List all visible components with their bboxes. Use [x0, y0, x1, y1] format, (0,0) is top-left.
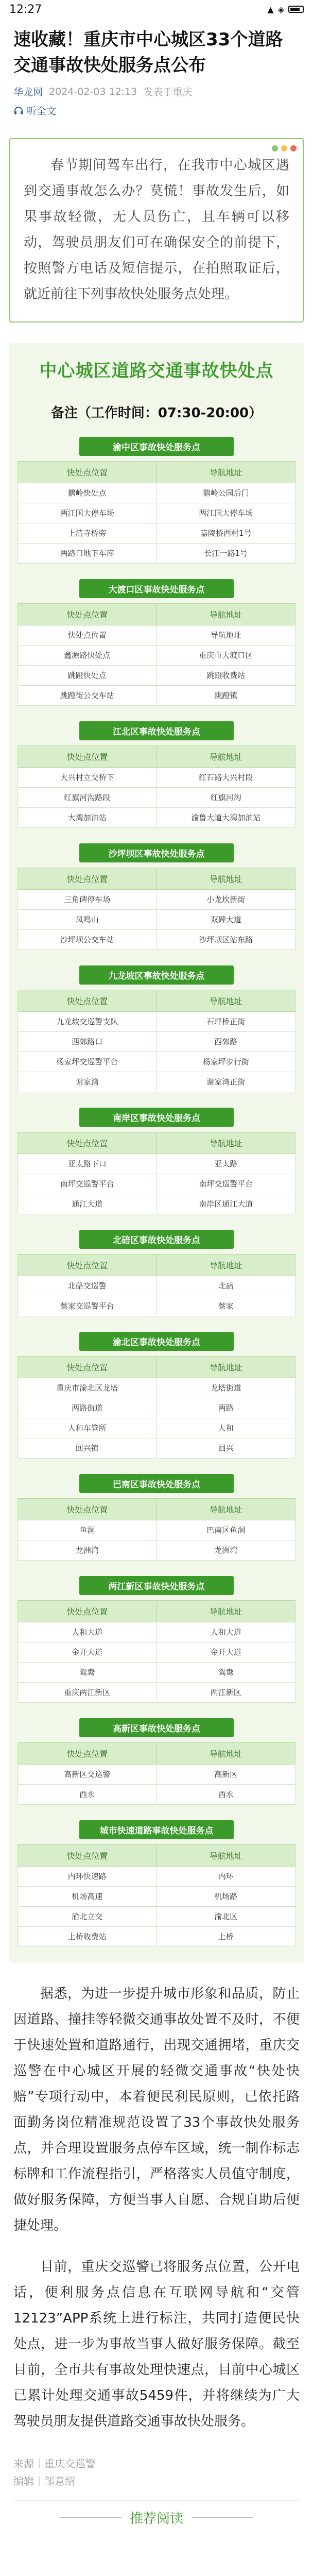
table-row — [18, 910, 295, 930]
listen-button[interactable] — [13, 104, 300, 117]
column-header: 导航地址 — [156, 868, 295, 890]
location-cell: 渝北立交 — [18, 1907, 157, 1927]
status-icons — [267, 5, 304, 14]
article-footer — [0, 2455, 313, 2490]
body-paragraph-1: 据悉，为进一步提升城市形象和品质，防止因道路、撞挂等轻微交通事故处置不及时，不便于快速处置和道路通行，出现交通拥堵，重庆交巡警在中心城区开展的轻微交通事故“快处快赔”专项行动中，本着便民利民原则，已依托路面勤务岗位精准规范设置了33个事故快处服务点，并合理设置服务点停车区域，统一制作标志标牌和工作流程指引，严格落实人员值守制度，做好服务保障，方便当事人自愿、合规自助后便捷处理。 — [13, 1986, 300, 2233]
location-cell: 大湾加油站 — [18, 808, 157, 828]
decoration-dot — [281, 145, 287, 151]
nav-address-cell: 上桥 — [156, 1927, 295, 1947]
nav-address-cell: 人和大道 — [156, 1622, 295, 1642]
table-row — [18, 646, 295, 666]
column-header: 快处点位置 — [18, 1255, 157, 1276]
district-section — [18, 721, 295, 828]
location-cell: 龙洲湾 — [18, 1540, 157, 1561]
location-cell: 跳蹬街公交车站 — [18, 686, 157, 706]
table-row — [18, 1378, 295, 1398]
footer-source: 来源｜重庆交巡警 — [13, 2458, 96, 2470]
nav-address-cell: 西永 — [156, 1785, 295, 1805]
location-cell: 跳蹬快处点 — [18, 666, 157, 686]
location-cell: 凤鸣山 — [18, 910, 157, 930]
district-table — [18, 1600, 295, 1703]
district-section — [18, 843, 295, 950]
column-header: 导航地址 — [156, 1132, 295, 1154]
article-location: 发表于重庆 — [143, 87, 193, 98]
location-cell: 红旗河沟路段 — [18, 788, 157, 808]
district-table — [18, 461, 295, 564]
location-cell: 沙坪坝公交车站 — [18, 930, 157, 950]
location-cell: 鸳鸯 — [18, 1663, 157, 1683]
location-cell: 回兴镇 — [18, 1438, 157, 1459]
table-row — [18, 483, 295, 503]
table-row — [18, 625, 295, 646]
table-row — [18, 1012, 295, 1032]
column-header: 快处点位置 — [18, 1845, 157, 1867]
column-header: 导航地址 — [156, 462, 295, 483]
district-title: 两江新区事故快处服务点 — [79, 1576, 234, 1595]
table-row — [18, 686, 295, 706]
column-header: 快处点位置 — [18, 868, 157, 890]
table-row — [18, 1887, 295, 1907]
wifi-icon: ◈ — [277, 4, 284, 14]
nav-address-cell: 机场路 — [156, 1887, 295, 1907]
location-cell: 九龙坡交巡警支队 — [18, 1012, 157, 1032]
nav-address-cell: 渝北区 — [156, 1907, 295, 1927]
table-row — [18, 930, 295, 950]
location-cell: 人和车管所 — [18, 1418, 157, 1438]
district-section — [18, 1718, 295, 1805]
intro-text: 春节期间驾车出行，在我市中心城区遇到交通事故怎么办？莫慌！事故发生后，如果事故轻微，无人员伤亡，且车辆可以移动，驾驶员朋友们可在确保安全的前提下，按照警方电话及短信提示，在拍照取证后，就近前往下列事故快处服务点处理。 — [24, 158, 289, 302]
table-row — [18, 523, 295, 544]
district-title: 大渡口区事故快处服务点 — [79, 579, 234, 598]
table-row — [18, 1622, 295, 1642]
headphones-icon — [13, 106, 24, 116]
decoration-dot — [272, 145, 278, 151]
column-header: 导航地址 — [156, 604, 295, 625]
nav-address-cell: 内环 — [156, 1867, 295, 1887]
nav-address-cell: 渝鲁大道大湾加油站 — [156, 808, 295, 828]
recommend-section[interactable] — [0, 2508, 313, 2527]
location-cell: 内环快速路 — [18, 1867, 157, 1887]
column-header: 导航地址 — [156, 1601, 295, 1622]
district-section — [18, 965, 295, 1092]
district-table — [18, 745, 295, 828]
table-header-row — [18, 1255, 295, 1276]
nav-address-cell: 鸳鸯 — [156, 1663, 295, 1683]
table-header-row — [18, 462, 295, 483]
table-row — [18, 1540, 295, 1561]
table-row — [18, 788, 295, 808]
article-title: 速收藏！重庆市中心城区33个道路交通事故快处服务点公布 — [13, 29, 283, 76]
table-header-row — [18, 1357, 295, 1378]
district-title: 巴南区事故快处服务点 — [79, 1474, 234, 1493]
intro-box — [9, 138, 304, 323]
table-header-row — [18, 868, 295, 890]
district-table — [18, 1844, 295, 1947]
table-row — [18, 666, 295, 686]
nav-address-cell: 人和 — [156, 1418, 295, 1438]
nav-address-cell: 小龙坎新街 — [156, 890, 295, 910]
listen-label: 听全文 — [27, 106, 57, 117]
nav-address-cell: 嘉陵桥西村1号 — [156, 523, 295, 544]
district-section — [18, 579, 295, 706]
table-header-row — [18, 1845, 295, 1867]
nav-address-cell: 龙塔街道 — [156, 1378, 295, 1398]
table-header-row — [18, 1499, 295, 1520]
location-cell: 通江大道 — [18, 1194, 157, 1214]
location-cell: 两路街道 — [18, 1398, 157, 1418]
column-header: 导航地址 — [156, 746, 295, 768]
table-row — [18, 1296, 295, 1316]
nav-address-cell: 杨家坪步行街 — [156, 1052, 295, 1072]
nav-address-cell: 西郊路 — [156, 1032, 295, 1052]
location-cell: 西郊路口 — [18, 1032, 157, 1052]
table-row — [18, 1867, 295, 1887]
location-cell: 重庆两江新区 — [18, 1683, 157, 1703]
table-row — [18, 1072, 295, 1092]
nav-address-cell: 北碚 — [156, 1276, 295, 1296]
location-cell: 亚太路下口 — [18, 1154, 157, 1174]
guide-title: 中心城区道路交通事故快处点 — [39, 361, 274, 381]
status-bar — [0, 0, 313, 19]
nav-address-cell: 跳蹬收费站 — [156, 666, 295, 686]
location-cell: 高新区交巡警 — [18, 1765, 157, 1785]
divider-left — [60, 2517, 121, 2518]
table-row — [18, 1398, 295, 1418]
district-section — [18, 1332, 295, 1459]
column-header: 快处点位置 — [18, 1743, 157, 1765]
location-cell: 蔡家交巡警平台 — [18, 1296, 157, 1316]
district-table — [18, 603, 295, 706]
article-header — [0, 19, 313, 117]
location-cell: 重庆市渝北区龙塔 — [18, 1378, 157, 1398]
location-cell: 北碚交巡警 — [18, 1276, 157, 1296]
divider-right — [192, 2517, 253, 2518]
guide-section — [9, 343, 304, 1962]
location-cell: 西永 — [18, 1785, 157, 1805]
location-cell: 杨家坪交巡警平台 — [18, 1052, 157, 1072]
nav-address-cell: 蔡家 — [156, 1296, 295, 1316]
location-cell: 鱼洞 — [18, 1520, 157, 1540]
table-row — [18, 1194, 295, 1214]
nav-address-cell: 高新区 — [156, 1765, 295, 1785]
status-time: 12:27 — [9, 3, 42, 16]
district-table — [18, 1356, 295, 1459]
district-title: 城市快速道路事故快处服务点 — [79, 1820, 234, 1839]
column-header: 快处点位置 — [18, 990, 157, 1012]
district-table — [18, 1254, 295, 1316]
district-title: 高新区事故快处服务点 — [79, 1718, 234, 1737]
location-cell: 三角碑停车场 — [18, 890, 157, 910]
nav-address-cell: 红旗河沟 — [156, 788, 295, 808]
district-section — [18, 437, 295, 564]
district-table — [18, 868, 295, 950]
nav-address-cell: 龙洲湾 — [156, 1540, 295, 1561]
table-row — [18, 1642, 295, 1663]
table-header-row — [18, 1601, 295, 1622]
nav-address-cell: 鹅岭公园后门 — [156, 483, 295, 503]
nav-address-cell: 南岸区通江大道 — [156, 1194, 295, 1214]
nav-address-cell: 谢家湾正街 — [156, 1072, 295, 1092]
table-row — [18, 1174, 295, 1194]
recommend-label: 推荐阅读 — [129, 2511, 183, 2527]
location-cell: 上桥收费站 — [18, 1927, 157, 1947]
district-section — [18, 1474, 295, 1561]
table-row — [18, 1438, 295, 1459]
column-header: 快处点位置 — [18, 462, 157, 483]
signal-icon: ▲ — [267, 4, 274, 14]
location-cell: 南坪交巡警平台 — [18, 1174, 157, 1194]
column-header: 快处点位置 — [18, 1132, 157, 1154]
column-header: 导航地址 — [156, 1255, 295, 1276]
column-header: 导航地址 — [156, 1743, 295, 1765]
decoration-dot — [290, 145, 297, 151]
table-header-row — [18, 604, 295, 625]
district-section — [18, 1230, 295, 1316]
column-header: 快处点位置 — [18, 1499, 157, 1520]
column-header: 快处点位置 — [18, 604, 157, 625]
location-cell: 上清寺桥旁 — [18, 523, 157, 544]
body-paragraph-2: 目前，重庆交巡警已将服务点位置，公开电话，便利服务点信息在互联网导航和“交管12123”APP系统上进行标注，共同打造便民快处点，进一步为事故当事人做好服务保障。截至目前，全市共有事故处理快速点，目前中心城区已累计处理交通事故5459件，并将继续为广大驾驶员朋友提供道路交通事故快处服务。 — [13, 2259, 300, 2429]
table-header-row — [18, 1132, 295, 1154]
column-header: 导航地址 — [156, 1357, 295, 1378]
district-title: 渝北区事故快处服务点 — [79, 1332, 234, 1351]
table-row — [18, 890, 295, 910]
nav-address-cell: 两江国大停车场 — [156, 503, 295, 523]
article-datetime: 2024-02-03 12:13 — [49, 86, 137, 97]
nav-address-cell: 跳蹬镇 — [156, 686, 295, 706]
guide-hours: 备注（工作时间：07:30-20:00） — [50, 405, 263, 421]
location-cell: 鑫源路快处点 — [18, 646, 157, 666]
table-row — [18, 768, 295, 788]
district-title: 江北区事故快处服务点 — [79, 721, 234, 740]
location-cell: 金开大道 — [18, 1642, 157, 1663]
location-cell: 谢家湾 — [18, 1072, 157, 1092]
nav-address-cell: 金开大道 — [156, 1642, 295, 1663]
district-section — [18, 1576, 295, 1703]
district-title: 北碚区事故快处服务点 — [79, 1230, 234, 1249]
table-header-row — [18, 990, 295, 1012]
column-header: 快处点位置 — [18, 746, 157, 768]
district-title: 沙坪坝区事故快处服务点 — [79, 843, 234, 862]
district-table — [18, 1498, 295, 1561]
table-row — [18, 1276, 295, 1296]
district-table — [18, 1132, 295, 1214]
location-cell: 两路口地下车库 — [18, 544, 157, 564]
district-title: 南岸区事故快处服务点 — [79, 1108, 234, 1127]
table-row — [18, 503, 295, 523]
footer-editor: 编辑｜邹意绍 — [13, 2475, 75, 2487]
location-cell: 两江国大停车场 — [18, 503, 157, 523]
location-cell: 大兴村立交桥下 — [18, 768, 157, 788]
district-table — [18, 1742, 295, 1805]
location-cell: 快处点位置 — [18, 625, 157, 646]
table-row — [18, 1032, 295, 1052]
divider — [13, 2500, 300, 2501]
table-row — [18, 1785, 295, 1805]
article-body — [0, 1981, 313, 2434]
column-header: 导航地址 — [156, 1499, 295, 1520]
nav-address-cell: 巴南区鱼洞 — [156, 1520, 295, 1540]
nav-address-cell: 南坪交巡警平台 — [156, 1174, 295, 1194]
table-row — [18, 1052, 295, 1072]
table-header-row — [18, 1743, 295, 1765]
intro-dots — [272, 145, 297, 151]
article-source[interactable]: 华龙网 — [13, 87, 43, 98]
table-row — [18, 1154, 295, 1174]
location-cell: 人和大道 — [18, 1622, 157, 1642]
battery-icon — [288, 6, 304, 13]
nav-address-cell: 双碑大道 — [156, 910, 295, 930]
district-title: 渝中区事故快处服务点 — [79, 437, 234, 456]
column-header: 快处点位置 — [18, 1357, 157, 1378]
nav-address-cell: 导航地址 — [156, 625, 295, 646]
article-meta — [13, 84, 300, 98]
district-table — [18, 990, 295, 1092]
nav-address-cell: 两江新区 — [156, 1683, 295, 1703]
location-cell: 机场高速 — [18, 1887, 157, 1907]
nav-address-cell: 红石路大兴村段 — [156, 768, 295, 788]
district-section — [18, 1820, 295, 1947]
table-row — [18, 1907, 295, 1927]
nav-address-cell: 重庆市大渡口区 — [156, 646, 295, 666]
district-title: 九龙坡区事故快处服务点 — [79, 965, 234, 985]
table-row — [18, 1663, 295, 1683]
district-section — [18, 1108, 295, 1214]
table-row — [18, 1520, 295, 1540]
nav-address-cell: 石坪桥正街 — [156, 1012, 295, 1032]
location-cell: 鹅岭快处点 — [18, 483, 157, 503]
column-header: 快处点位置 — [18, 1601, 157, 1622]
column-header: 导航地址 — [156, 1845, 295, 1867]
table-row — [18, 544, 295, 564]
column-header: 导航地址 — [156, 990, 295, 1012]
table-row — [18, 808, 295, 828]
table-row — [18, 1683, 295, 1703]
nav-address-cell: 沙坪坝区站东路 — [156, 930, 295, 950]
district-list — [18, 437, 295, 1947]
table-row — [18, 1765, 295, 1785]
nav-address-cell: 亚太路 — [156, 1154, 295, 1174]
table-row — [18, 1418, 295, 1438]
nav-address-cell: 回兴 — [156, 1438, 295, 1459]
table-header-row — [18, 746, 295, 768]
table-row — [18, 1927, 295, 1947]
nav-address-cell: 两路 — [156, 1398, 295, 1418]
nav-address-cell: 长江一路1号 — [156, 544, 295, 564]
